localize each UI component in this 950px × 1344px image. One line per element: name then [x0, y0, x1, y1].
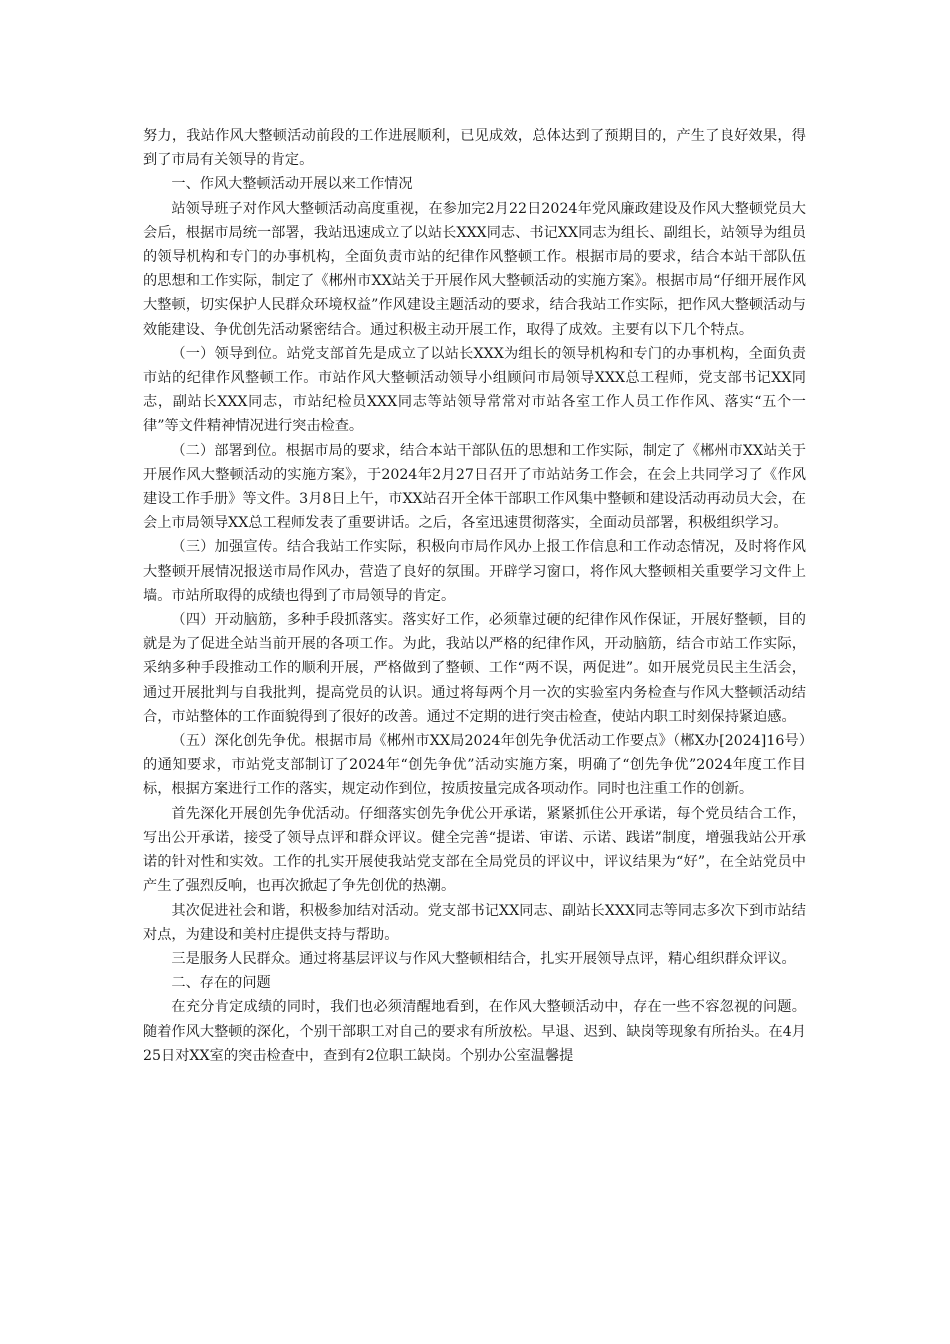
paragraph-problems: 在充分肯定成绩的同时，我们也必须清醒地看到，在作风大整顿活动中，存在一些不容忽视的问题。随着作风大整顿的深化，个别干部职工对自己的要求有所放松。早退、迟到、缺岗等现象有所抬头。在4月25日对XX室的突击检查中，查到有2位职工缺岗。个别办公室温馨提 — [143, 999, 806, 1064]
section-heading-1: 一、作风大整顿活动开展以来工作情况 — [171, 176, 413, 193]
paragraph-item-2: （二）部署到位。根据市局的要求，结合本站干部队伍的思想和工作实际，制定了《郴州市XX站关于开展作风大整顿活动的实施方案》，于2024年2月27日召开了市站站务工作会，在会上共同学习了《作风建设工作手册》等文件。3月8日上午，市XX站召开全体干部职工作风集中整顿和建设活动再动员大会，在会上市局领导XX总工程师发表了重要讲话。之后，各室迅速贯彻落实，全面动员部署，积极组织学习。 — [143, 442, 806, 532]
paragraph-third-point: 三是服务人民群众。通过将基层评议与作风大整顿相结合，扎实开展领导点评，精心组织群众评议。 — [171, 950, 796, 967]
paragraph-item-1: （一）领导到位。站党支部首先是成立了以站长XXX为组长的领导机构和专门的办事机构，全面负责市站的纪律作风整顿工作。市站作风大整顿活动领导小组顾问市局领导XXX总工程师，党支部书记XX同志，副站长XXX同志，市站纪检员XXX同志等站领导常常对市站各室工作人员工作作风、落实“五个一律”等文件精神情况进行突击检查。 — [143, 345, 806, 435]
paragraph-item-4: （四）开动脑筋，多种手段抓落实。落实好工作，必须靠过硬的纪律作风作保证，开展好整顿，目的就是为了促进全站当前开展的各项工作。为此，我站以严格的纪律作风，开动脑筋，结合市站工作实际，采纳多种手段推动工作的顺利开展，严格做到了整顿、工作“两不误，两促进”。如开展党员民主生活会，通过开展批判与自我批判，提高党员的认识。通过将每两个月一次的实验室内务检查与作风大整顿活动结合，市站整体的工作面貌得到了很好的改善。通过不定期的进行突击检查，使站内职工时刻保持紧迫感。 — [143, 612, 806, 725]
paragraph-continuation: 努力，我站作风大整顿活动前段的工作进展顺利，已见成效，总体达到了预期目的，产生了良好效果，得到了市局有关领导的肯定。 — [143, 128, 806, 169]
paragraph-first-point: 首先深化开展创先争优活动。仔细落实创先争优公开承诺，紧紧抓住公开承诺，每个党员结合工作，写出公开承诺，接受了领导点评和群众评议。健全完善“提诺、审诺、示诺、践诺”制度，增强我站公开承诺的针对性和实效。工作的扎实开展使我站党支部在全局党员的评议中，评议结果为“好”，在全站党员中产生了强烈反响，也再次掀起了争先创优的热潮。 — [143, 805, 806, 895]
paragraph-item-5: （五）深化创先争优。根据市局《郴州市XX局2024年创先争优活动工作要点》（郴X办[2024]16号）的通知要求，市站党支部制订了2024年“创先争优”活动实施方案，明确了“创先争优”2024年度工作目标，根据方案进行工作的落实，规定动作到位，按质按量完成各项动作。同时也注重工作的创新。 — [143, 733, 806, 798]
paragraph-item-3: （三）加强宣传。结合我站工作实际，积极向市局作风办上报工作信息和工作动态情况，及时将作风大整顿开展情况报送市局作风办，营造了良好的氛围。开辟学习窗口，将作风大整顿相关重要学习文件上墙。市站所取得的成绩也得到了市局领导的肯定。 — [143, 539, 806, 604]
paragraph-second-point: 其次促进社会和谐，积极参加结对活动。党支部书记XX同志、副站长XXX同志等同志多次下到市站结对点，为建设和美村庄提供支持与帮助。 — [143, 902, 806, 943]
document-page — [143, 124, 806, 1068]
section-heading-2: 二、存在的问题 — [171, 975, 271, 992]
paragraph-overview: 站领导班子对作风大整顿活动高度重视，在参加完2月22日2024年党风廉政建设及作风大整顿党员大会后，根据市局统一部署，我站迅速成立了以站长XXX同志、书记XX同志为组长、副组长，站领导为组员的领导机构和专门的办事机构，全面负责市站的纪律作风整顿工作。根据市局的要求，结合本站干部队伍的思想和工作实际，制定了《郴州市XX站关于开展作风大整顿活动的实施方案》。根据市局“仔细开展作风大整顿，切实保护人民群众环境权益”作风建设主题活动的要求，结合我站工作实际，把作风大整顿活动与效能建设、争优创先活动紧密结合。通过积极主动开展工作，取得了成效。主要有以下几个特点。 — [143, 200, 806, 338]
